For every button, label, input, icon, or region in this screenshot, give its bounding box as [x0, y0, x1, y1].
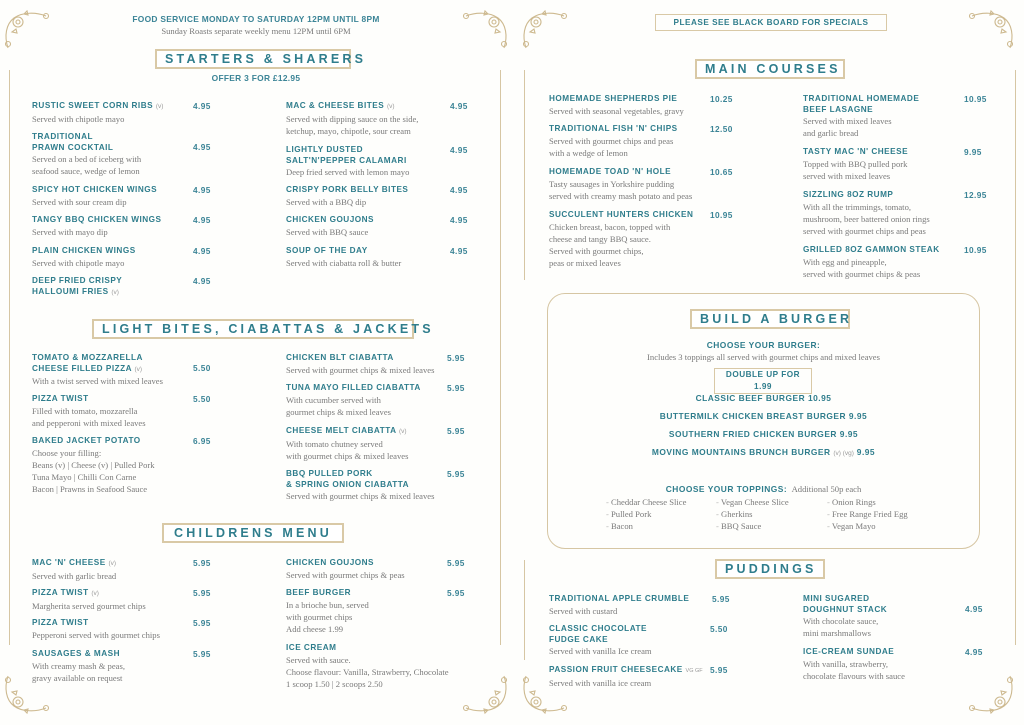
- item-price: 5.95: [193, 618, 211, 628]
- menu-item: TRADITIONAL FISH 'N' CHIPS Served with gourmet chips and peas with a wedge of lemon 12.50: [549, 124, 733, 158]
- menu-item: MAC 'N' CHEESE (v) Served with garlic bread 5.95: [32, 558, 211, 581]
- item-price: 4.95: [193, 276, 211, 286]
- specials-notice: PLEASE SEE BLACK BOARD FOR SPECIALS: [655, 14, 887, 31]
- menu-item: HOMEMADE SHEPHERDS PIE Served with seasonal vegetables, gravy 10.25: [549, 94, 733, 116]
- item-price: 5.95: [447, 353, 465, 363]
- item-price: 10.95: [964, 94, 987, 104]
- section-title-starters: STARTERS & SHARERS: [155, 49, 351, 69]
- menu-item: BAKED JACKET POTATO Choose your filling: Beans (v) | Cheese (v) | Pulled Pork Tuna Mayo | Chilli Con Carne Bacon | Prawns in Seafood Sauce 6.95: [32, 436, 211, 494]
- item-price: 5.95: [447, 588, 465, 598]
- menu-item: LIGHTLY DUSTED SALT'N'PEPPER CALAMARI Deep fried served with lemon mayo 4.95: [286, 145, 468, 177]
- item-price: 10.95: [964, 245, 987, 255]
- menu-item: ICE CREAM Served with sauce. Choose flavour: Vanilla, Strawberry, Chocolate 1 scoop 1.50 | 2 scoops 2.50: [286, 643, 449, 689]
- item-price: 4.95: [450, 215, 468, 225]
- menu-item: TOMATO & MOZZARELLA CHEESE FILLED PIZZA (v) With a twist served with mixed leaves 5.50: [32, 353, 211, 386]
- item-price: 5.50: [193, 394, 211, 404]
- toppings-column: - Cheddar Cheese Slice - Pulled Pork - Bacon: [606, 496, 686, 532]
- burger-option: CLASSIC BEEF BURGER 10.95: [695, 393, 832, 403]
- right-border-line: [500, 70, 501, 645]
- item-price: 4.95: [450, 101, 468, 111]
- item-price: 4.95: [193, 215, 211, 225]
- menu-item: TUNA MAYO FILLED CIABATTA With cucumber served with gourmet chips & mixed leaves 5.95: [286, 383, 465, 417]
- menu-item: PASSION FRUIT CHEESECAKE VG GF Served with vanilla ice cream 5.95: [549, 665, 728, 688]
- sunday-roast-note: Sunday Roasts separate weekly menu 12PM until 6PM: [161, 26, 351, 36]
- item-price: 9.95: [964, 147, 982, 157]
- toppings-column: - Vegan Cheese Slice - Gherkins - BBQ Sauce: [716, 496, 789, 532]
- choose-burger-note: Includes 3 toppings all served with gourmet chips and mixed leaves: [647, 352, 880, 362]
- item-price: 4.95: [193, 246, 211, 256]
- item-price: 4.95: [193, 185, 211, 195]
- menu-item: CRISPY PORK BELLY BITES Served with a BBQ dip 4.95: [286, 185, 468, 207]
- item-price: 5.95: [193, 558, 211, 568]
- item-price: 10.95: [710, 210, 733, 220]
- starters-offer: OFFER 3 FOR £12.95: [211, 73, 301, 83]
- menu-item: CLASSIC CHOCOLATE FUDGE CAKE Served with vanilla Ice cream 5.50: [549, 624, 728, 656]
- menu-item: BEEF BURGER In a brioche bun, served with gourmet chips Add cheese 1.99 5.95: [286, 588, 465, 634]
- section-title-main-courses: MAIN COURSES: [695, 59, 845, 79]
- item-price: 4.95: [965, 647, 983, 657]
- section-title-build-a-burger: BUILD A BURGER: [690, 309, 850, 329]
- item-price: 5.95: [447, 383, 465, 393]
- menu-item: CHICKEN GOUJONS Served with gourmet chips & peas 5.95: [286, 558, 465, 580]
- item-price: 4.95: [193, 142, 211, 152]
- menu-item: RUSTIC SWEET CORN RIBS (v) Served with chipotle mayo 4.95: [32, 101, 211, 124]
- item-price: 5.95: [193, 649, 211, 659]
- item-price: 10.25: [710, 94, 733, 104]
- left-border-line: [9, 70, 10, 645]
- menu-item: ICE-CREAM SUNDAE With vanilla, strawberry, chocolate flavours with sauce 4.95: [803, 647, 983, 681]
- item-price: 5.95: [447, 426, 465, 436]
- section-title-light-bites: LIGHT BITES, CIABATTAS & JACKETS: [92, 319, 414, 339]
- item-price: 4.95: [450, 246, 468, 256]
- item-price: 5.95: [447, 469, 465, 479]
- menu-item: TRADITIONAL HOMEMADE BEEF LASAGNE Served with mixed leaves and garlic bread 10.95: [803, 94, 987, 138]
- menu-item: PIZZA TWIST (v) Margherita served gourmet chips 5.95: [32, 588, 211, 611]
- right-border-line: [1015, 70, 1016, 645]
- item-price: 4.95: [450, 145, 468, 155]
- item-price: 5.95: [712, 594, 730, 604]
- menu-item: CHICKEN GOUJONS Served with BBQ sauce 4.95: [286, 215, 468, 237]
- item-price: 5.95: [710, 665, 728, 675]
- menu-item: TASTY MAC 'N' CHEESE Topped with BBQ pulled pork served with mixed leaves 9.95: [803, 147, 982, 181]
- item-price: 5.95: [447, 558, 465, 568]
- item-price: 10.65: [710, 167, 733, 177]
- left-border-line-lower: [524, 560, 525, 660]
- burger-option: MOVING MOUNTAINS BRUNCH BURGER (v) (vg) 9.95: [651, 447, 876, 457]
- menu-item: TANGY BBQ CHICKEN WINGS Served with mayo dip 4.95: [32, 215, 211, 237]
- menu-item: MINI SUGARED DOUGHNUT STACK With chocolate sauce, mini marshmallows 4.95: [803, 594, 983, 638]
- item-price: 4.95: [450, 185, 468, 195]
- menu-item: SIZZLING 8OZ RUMP With all the trimmings, tomato, mushroom, beer battered onion rings served with gourmet chips and peas 12.95: [803, 190, 987, 236]
- menu-item: BBQ PULLED PORK & SPRING ONION CIABATTA Served with gourmet chips & mixed leaves 5.95: [286, 469, 465, 501]
- item-price: 4.95: [965, 604, 983, 614]
- menu-item: MAC & CHEESE BITES (v) Served with dipping sauce on the side, ketchup, mayo, chipotle, sour cream 4.95: [286, 101, 468, 136]
- menu-item: HOMEMADE TOAD 'N' HOLE Tasty sausages in Yorkshire pudding served with creamy mash potato and peas 10.65: [549, 167, 733, 201]
- double-up-badge: DOUBLE UP FOR 1.99: [714, 368, 812, 394]
- item-price: 5.95: [193, 588, 211, 598]
- menu-item: TRADITIONAL APPLE CRUMBLE Served with custard 5.95: [549, 594, 730, 616]
- menu-item: GRILLED 8OZ GAMMON STEAK With egg and pineapple, served with gourmet chips & peas 10.95: [803, 245, 987, 279]
- item-price: 6.95: [193, 436, 211, 446]
- menu-item: SPICY HOT CHICKEN WINGS Served with sour cream dip 4.95: [32, 185, 211, 207]
- toppings-column: - Onion Rings - Free Range Fried Egg - Vegan Mayo: [827, 496, 908, 532]
- menu-item: CHEESE MELT CIABATTA (v) With tomato chutney served with gourmet chips & mixed leaves 5.95: [286, 426, 465, 461]
- choose-burger-heading: CHOOSE YOUR BURGER:: [706, 340, 821, 350]
- toppings-heading-row: CHOOSE YOUR TOPPINGS: Additional 50p each: [665, 484, 862, 494]
- menu-item: PIZZA TWIST Pepperoni served with gourmet chips 5.95: [32, 618, 211, 640]
- menu-item: SUCCULENT HUNTERS CHICKEN Chicken breast, bacon, topped with cheese and tangy BBQ sauce. Served with gourmet chips, peas or mixed leaves 10.95: [549, 210, 733, 268]
- service-hours-text: FOOD SERVICE MONDAY TO SATURDAY 12PM UNTIL 8PM: [132, 14, 380, 24]
- section-title-puddings: PUDDINGS: [715, 559, 825, 579]
- menu-item: CHICKEN BLT CIABATTA Served with gourmet chips & mixed leaves 5.95: [286, 353, 465, 375]
- ornament-top-left-icon: [520, 4, 568, 52]
- burger-option: SOUTHERN FRIED CHICKEN BURGER 9.95: [668, 429, 859, 439]
- section-title-childrens: CHILDRENS MENU: [162, 523, 344, 543]
- left-border-line: [524, 70, 525, 280]
- item-price: 12.50: [710, 124, 733, 134]
- menu-item: PLAIN CHICKEN WINGS Served with chipotle mayo 4.95: [32, 246, 211, 268]
- menu-item: PIZZA TWIST Filled with tomato, mozzarella and pepperoni with mixed leaves 5.50: [32, 394, 211, 428]
- menu-item: SAUSAGES & MASH With creamy mash & peas, gravy available on request 5.95: [32, 649, 211, 683]
- item-price: 4.95: [193, 101, 211, 111]
- item-price: 5.50: [710, 624, 728, 634]
- burger-option: BUTTERMILK CHICKEN BREAST BURGER 9.95: [659, 411, 868, 421]
- menu-item: TRADITIONAL PRAWN COCKTAIL Served on a bed of iceberg with seafood sauce, wedge of lemon 4.95: [32, 132, 211, 176]
- menu-item: DEEP FRIED CRISPY HALLOUMI FRIES (v) 4.95: [32, 276, 211, 296]
- item-price: 12.95: [964, 190, 987, 200]
- item-price: 5.50: [193, 363, 211, 373]
- ornament-top-right-icon: [968, 4, 1016, 52]
- menu-item: SOUP OF THE DAY Served with ciabatta roll & butter 4.95: [286, 246, 468, 268]
